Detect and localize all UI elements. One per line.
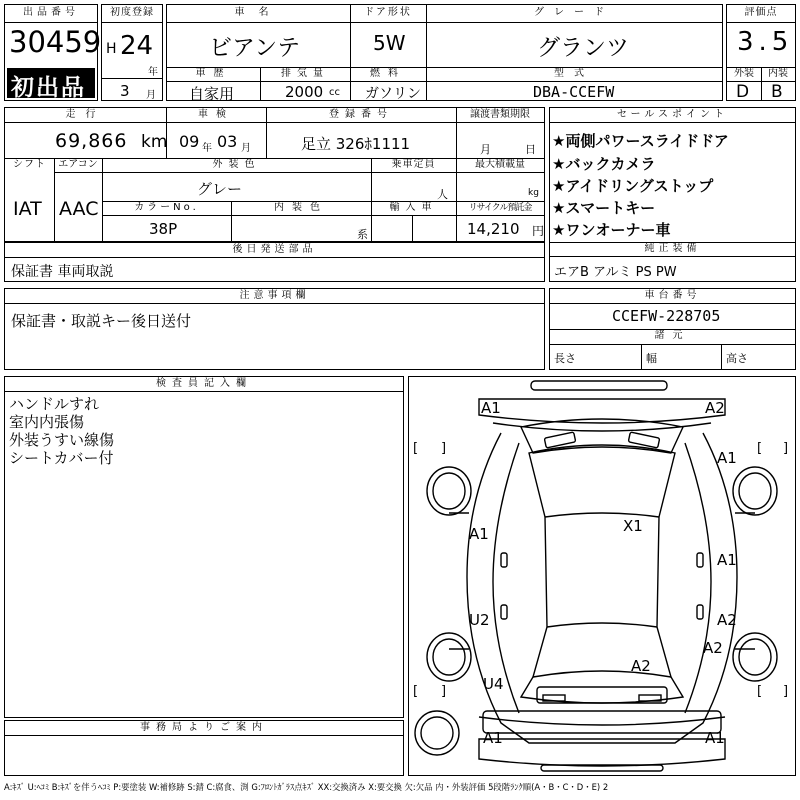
- color-number: 38P: [149, 220, 178, 238]
- model-code: DBA-CCEFW: [533, 83, 615, 101]
- first-listing-badge: 初出品: [7, 68, 95, 98]
- lot-number-label: 出品番号: [23, 7, 79, 18]
- svg-text:[: [: [757, 441, 763, 456]
- damage-left-front-door: A1: [469, 525, 489, 543]
- car-info-box: 車名 ドア形状 グレード ビアンテ 5W グランツ 車歴 排気量 燃料 型式 自家用 2000 cc ガソリン DBA-CCEFW: [166, 4, 723, 101]
- genuine-equipment: エアB アルミ PS PW: [554, 265, 677, 280]
- sales-point-2: ★バックカメラ: [552, 155, 656, 173]
- lot-number: 30459: [9, 25, 102, 59]
- first-registration-box: 初度登録 H 24 年 3 月: [101, 4, 163, 101]
- inspector-note-3: 外装うすい線傷: [9, 431, 115, 449]
- svg-text:[: [: [413, 684, 419, 699]
- svg-text:[: [: [757, 684, 763, 699]
- vehicle-details-box: 走行 車検 登録番号 譲渡書類期限 69,866 km 09 年 03 月 足立 326ﾎ1111 月 日 シフト エアコン 外装色 乗車定員 最大積載量 IAT AAC グレー 人 kg カラーNo. 内装色 輸入車 リサイクル預託金 38P 系 14,210 円: [4, 107, 545, 242]
- score-box: 評価点 3.5 外装 内装 D B: [726, 4, 796, 101]
- svg-text:]: ]: [783, 684, 789, 699]
- damage-tailgate: A2: [631, 657, 651, 675]
- registration-year: 24: [120, 31, 154, 61]
- damage-legend: A:ｷｽﾞ U:ﾍｺﾐ B:ｷｽﾞを伴うﾍｺﾐ P:要塗装 W:補修跡 S:錆 C:腐食、渕 G:ﾌﾛﾝﾄｶﾞﾗｽ点ｷｽﾞ XX:交換済み X:要交換 欠:欠品 内・外装評価 5段階ﾗﾝｸ順(A・B・C・D・E) 2: [4, 782, 609, 792]
- mileage: 69,866: [55, 130, 128, 152]
- svg-text:[: [: [413, 441, 419, 456]
- damage-left-rear-door: U2: [469, 611, 490, 629]
- displacement: 2000: [285, 83, 324, 101]
- fuel: ガソリン: [365, 86, 421, 102]
- svg-text:]: ]: [783, 441, 789, 456]
- interior-grade: B: [771, 82, 783, 102]
- registration-number: 足立 326ﾎ1111: [301, 135, 411, 153]
- damage-right-rear-door: A2: [717, 611, 737, 629]
- damage-roof: X1: [623, 517, 643, 535]
- aircon: AAC: [59, 198, 99, 220]
- registration-month: 3: [120, 82, 130, 100]
- exterior-color: グレー: [197, 180, 243, 198]
- damage-front-right: A2: [705, 399, 725, 417]
- damage-right-rear-quarter: A2: [703, 639, 723, 657]
- grade: グランツ: [537, 35, 629, 61]
- inspection-year: 09: [179, 132, 200, 151]
- lot-number-box: [4, 4, 102, 101]
- door-type: 5W: [373, 31, 406, 55]
- chassis-number: CCEFW-228705: [612, 307, 721, 325]
- office-notice-box: 事務局よりご案内: [4, 720, 404, 776]
- car-name: ビアンテ: [209, 35, 301, 61]
- sales-point-3: ★アイドリングストップ: [552, 177, 714, 195]
- sales-point-5: ★ワンオーナー車: [552, 221, 671, 239]
- car-diagram: [409, 377, 795, 775]
- shift: IAT: [13, 198, 42, 220]
- sales-points-box: セールスポイント ★両側パワースライドドア ★バックカメラ ★アイドリングストップ ★スマートキー ★ワンオーナー車 純正装備 エアB アルミ PS PW: [549, 107, 796, 282]
- inspector-note-2: 室内内張傷: [9, 413, 85, 431]
- inspector-note-1: ハンドルすれ: [9, 395, 100, 413]
- vehicle-history: 自家用: [189, 85, 235, 103]
- later-parts: 保証書 車両取説: [11, 264, 114, 280]
- era: H: [106, 41, 117, 57]
- exterior-grade: D: [736, 82, 750, 102]
- recycle-fee: 14,210: [467, 220, 520, 238]
- chassis-box: 車台番号 CCEFW-228705 諸元 長さ 幅 高さ: [549, 288, 796, 370]
- damage-left-rear-quarter: U4: [483, 675, 504, 693]
- damage-rear-left: A1: [483, 729, 503, 747]
- sales-point-1: ★両側パワースライドドア: [552, 132, 729, 150]
- damage-front-left: A1: [481, 399, 501, 417]
- car-diagram-box: [408, 376, 796, 776]
- inspector-note-4: シートカバー付: [9, 449, 114, 467]
- inspection-month: 03: [217, 132, 238, 151]
- inspector-notes-box: 検査員記入欄 ハンドルすれ 室内内張傷 外装うすい線傷 シートカバー付: [4, 376, 404, 718]
- svg-text:]: ]: [441, 684, 447, 699]
- later-parts-box: 後日発送部品 保証書 車両取説: [4, 242, 545, 282]
- notes-box: 注意事項欄 保証書・取説キー後日送付: [4, 288, 545, 370]
- notes-text: 保証書・取説キー後日送付: [11, 312, 192, 330]
- svg-text:]: ]: [441, 441, 447, 456]
- damage-right-front-door: A1: [717, 551, 737, 569]
- damage-right-front-fender: A1: [717, 449, 737, 467]
- overall-score: 3.5: [737, 27, 794, 57]
- sales-point-4: ★スマートキー: [552, 199, 656, 217]
- damage-rear-right: A1: [705, 729, 725, 747]
